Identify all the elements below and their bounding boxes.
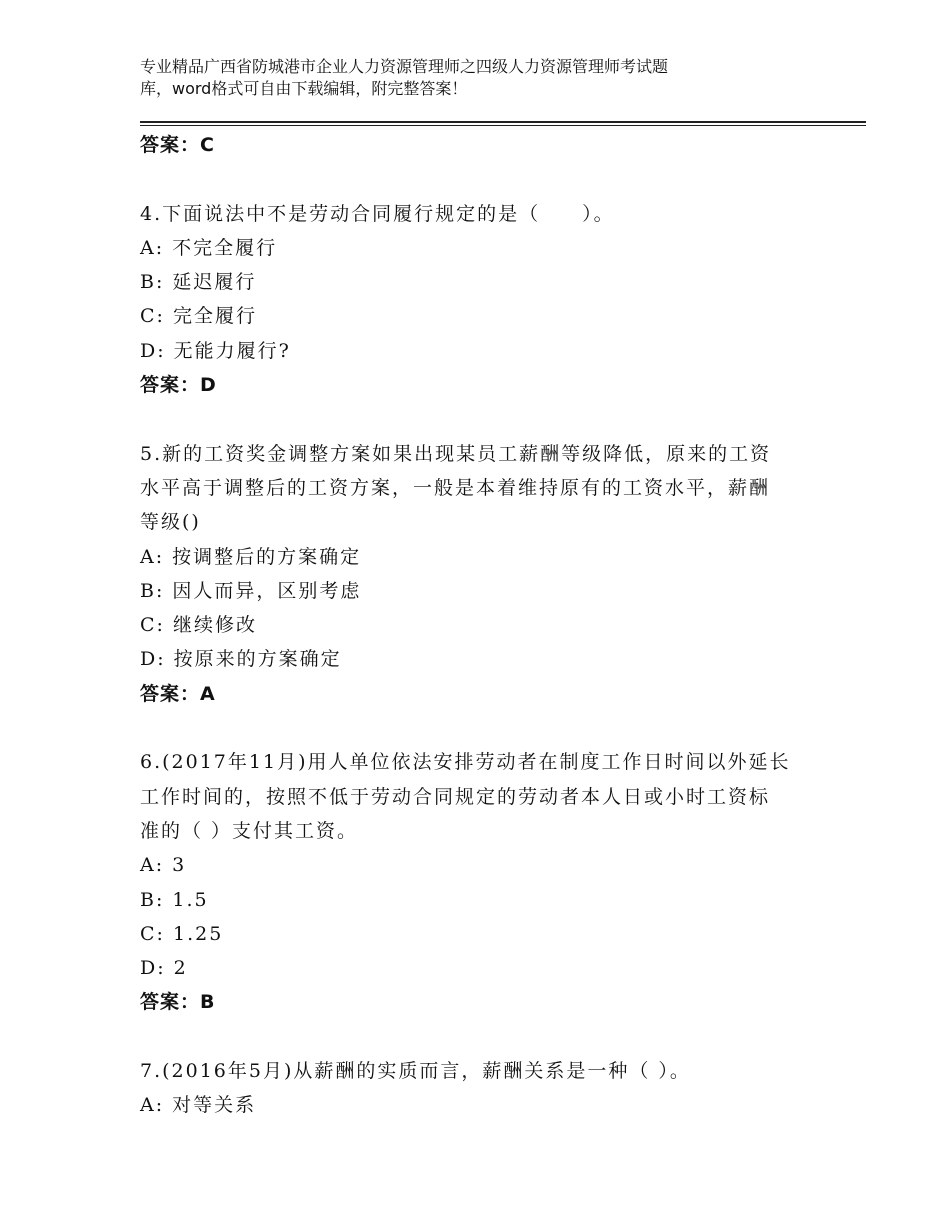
question-7 xyxy=(140,1054,820,1123)
document-header xyxy=(140,56,780,100)
answer-line: 答案：C xyxy=(140,134,215,156)
answer-line: 答案：D xyxy=(140,374,217,397)
question-6 xyxy=(140,745,820,1019)
header-line-2: 库，word格式可自由下载编辑，附完整答案！ xyxy=(140,79,468,98)
header-divider-thick xyxy=(140,121,866,123)
option-b: B: 1.5 xyxy=(140,888,209,911)
option-c: C: 1.25 xyxy=(140,922,224,945)
spacer xyxy=(140,1020,820,1054)
spacer xyxy=(140,162,820,196)
spacer xyxy=(140,402,820,436)
option-d: D: 2 xyxy=(140,957,188,980)
option-a: A: 按调整后的方案确定 xyxy=(140,545,362,568)
option-d: D: 按原来的方案确定 xyxy=(140,648,342,671)
option-a: A: 不完全履行 xyxy=(140,236,278,259)
option-c: C: 继续修改 xyxy=(140,614,257,637)
question-5 xyxy=(140,437,820,711)
question-stem-line: 7.(2016年5月)从薪酬的实质而言，薪酬关系是一种（ ）。 xyxy=(140,1060,691,1083)
spacer xyxy=(140,711,820,745)
option-c: C: 完全履行 xyxy=(140,305,257,328)
question-stem-line: 工作时间的，按照不低于劳动合同规定的劳动者本人日或小时工资标 xyxy=(140,785,771,808)
option-a: A: 对等关系 xyxy=(140,1094,257,1117)
header-divider-thin xyxy=(140,125,866,126)
option-b: B: 因人而异，区别考虑 xyxy=(140,579,362,602)
question-4 xyxy=(140,197,820,403)
question-stem-line: 等级() xyxy=(140,511,201,534)
option-b: B: 延迟履行 xyxy=(140,271,257,294)
document-body xyxy=(140,128,820,1123)
question-stem-line: 水平高于调整后的工资方案，一般是本着维持原有的工资水平，薪酬 xyxy=(140,476,771,499)
answer-line: 答案：B xyxy=(140,991,216,1014)
question-stem-line: 6.(2017年11月)用人单位依法安排劳动者在制度工作日时间以外延长 xyxy=(140,751,791,774)
question-stem-line: 4.下面说法中不是劳动合同履行规定的是（ ）。 xyxy=(140,202,615,225)
answer-line: 答案：A xyxy=(140,682,216,705)
question-stem-line: 5.新的工资奖金调整方案如果出现某员工薪酬等级降低，原来的工资 xyxy=(140,442,772,465)
question-stem-line: 准的（ ）支付其工资。 xyxy=(140,819,359,842)
option-a: A: 3 xyxy=(140,854,187,877)
header-line-1: 专业精品广西省防城港市企业人力资源管理师之四级人力资源管理师考试题 xyxy=(140,57,669,76)
option-d: D: 无能力履行? xyxy=(140,339,291,362)
